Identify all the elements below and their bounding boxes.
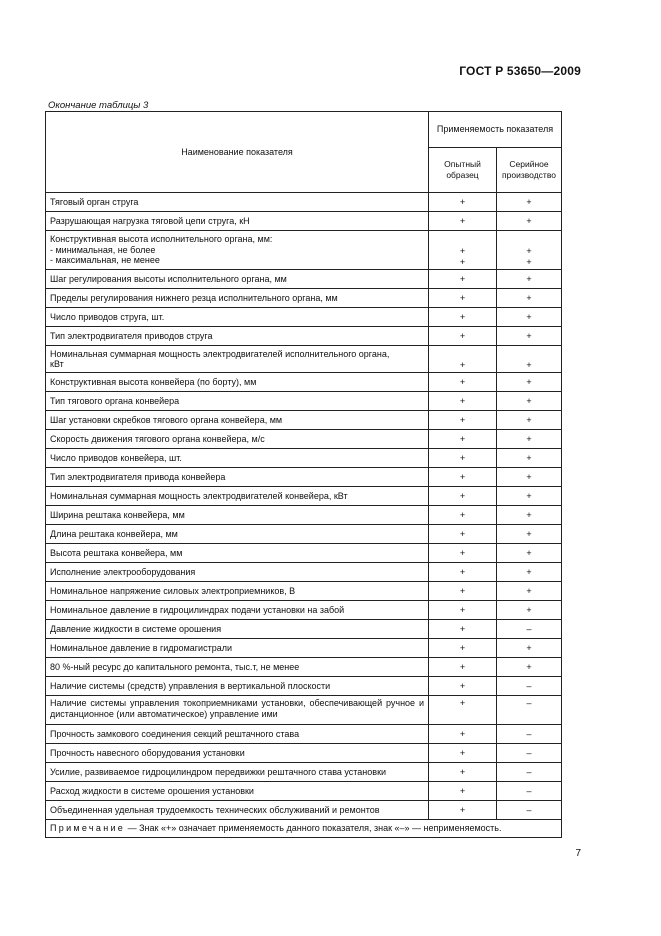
prototype-mark: + <box>429 639 497 658</box>
indicator-name-line: - максимальная, не менее <box>50 255 160 266</box>
table-row <box>46 270 562 289</box>
serial-mark: + <box>497 373 562 392</box>
table-row <box>46 544 562 563</box>
table-row <box>46 525 562 544</box>
table-row <box>46 411 562 430</box>
table-note <box>46 820 562 838</box>
prototype-mark: + <box>429 449 497 468</box>
table-row <box>46 327 562 346</box>
indicator-name: Число приводов струга, шт. <box>46 308 429 327</box>
table-row <box>46 801 562 820</box>
indicator-name <box>46 231 429 270</box>
column-header-serial <box>497 148 562 193</box>
table-row <box>46 308 562 327</box>
table-row <box>46 563 562 582</box>
indicator-name: Ширина рештака конвейера, мм <box>46 506 429 525</box>
indicator-name: Наличие системы управления токоприемниками установки, обеспечивающей ручное и дистанционное (или автоматическое) управление ими <box>46 696 429 725</box>
indicator-name: Номинальное напряжение силовых электроприемников, В <box>46 582 429 601</box>
column-header-prototype-line1: Опытный <box>444 159 481 169</box>
serial-mark: + <box>497 346 562 373</box>
indicator-name: Высота рештака конвейера, мм <box>46 544 429 563</box>
prototype-mark: + <box>429 270 497 289</box>
note-label: Примечание <box>50 823 126 834</box>
table-row <box>46 468 562 487</box>
serial-mark: + <box>497 544 562 563</box>
serial-mark: + <box>497 270 562 289</box>
serial-mark: + <box>497 658 562 677</box>
indicator-name: Конструктивная высота конвейера (по борту), мм <box>46 373 429 392</box>
serial-mark: – <box>497 744 562 763</box>
table-row <box>46 430 562 449</box>
serial-mark <box>497 231 562 270</box>
column-header-name: Наименование показателя <box>46 112 429 193</box>
table-row <box>46 639 562 658</box>
table-row <box>46 449 562 468</box>
serial-mark: + <box>497 468 562 487</box>
prototype-mark: + <box>429 373 497 392</box>
prototype-mark: + <box>429 696 497 725</box>
table-row <box>46 620 562 639</box>
column-header-prototype-line2: образец <box>446 170 479 180</box>
indicator-name: Расход жидкости в системе орошения установки <box>46 782 429 801</box>
serial-mark: – <box>497 782 562 801</box>
table-caption: Окончание таблицы 3 <box>48 100 149 111</box>
table-row <box>46 346 562 373</box>
indicator-name <box>46 346 429 373</box>
column-header-applicability: Применяемость показателя <box>429 112 562 148</box>
serial-mark: + <box>497 525 562 544</box>
indicator-table <box>45 111 562 838</box>
prototype-mark: + <box>429 308 497 327</box>
indicator-name-line: Конструктивная высота исполнительного органа, мм: <box>50 234 273 245</box>
serial-mark: – <box>497 725 562 744</box>
serial-mark: + <box>497 582 562 601</box>
table-row <box>46 677 562 696</box>
table-row <box>46 601 562 620</box>
serial-mark: + <box>497 563 562 582</box>
table-row <box>46 212 562 231</box>
serial-mark: – <box>497 801 562 820</box>
serial-mark: + <box>497 193 562 212</box>
prototype-mark: + <box>429 430 497 449</box>
indicator-name: Скорость движения тягового органа конвейера, м/с <box>46 430 429 449</box>
indicator-name: Длина рештака конвейера, мм <box>46 525 429 544</box>
table-row <box>46 782 562 801</box>
prototype-mark: + <box>429 506 497 525</box>
indicator-name: 80 %-ный ресурс до капитального ремонта, тыс.т, не менее <box>46 658 429 677</box>
indicator-name: Наличие системы (средств) управления в вертикальной плоскости <box>46 677 429 696</box>
table-header-row <box>46 112 562 148</box>
table-row <box>46 231 562 270</box>
indicator-name: Шаг установки скребков тягового органа конвейера, мм <box>46 411 429 430</box>
indicator-name-line: кВт <box>50 359 64 369</box>
indicator-name: Объединенная удельная трудоемкость технических обслуживаний и ремонтов <box>46 801 429 820</box>
prototype-mark: + <box>429 763 497 782</box>
indicator-name: Пределы регулирования нижнего резца исполнительного органа, мм <box>46 289 429 308</box>
serial-mark-max: + <box>526 256 532 267</box>
serial-mark: + <box>497 506 562 525</box>
serial-mark: + <box>497 449 562 468</box>
prototype-mark: + <box>429 658 497 677</box>
table-row <box>46 658 562 677</box>
prototype-mark: + <box>429 392 497 411</box>
prototype-mark: + <box>429 563 497 582</box>
serial-mark: + <box>497 639 562 658</box>
prototype-mark: + <box>429 289 497 308</box>
table-row <box>46 506 562 525</box>
indicator-name-line: Номинальная суммарная мощность электродвигателей исполнительного органа, <box>50 348 390 359</box>
prototype-mark-min: + <box>459 246 466 256</box>
indicator-name: Давление жидкости в системе орошения <box>46 620 429 639</box>
column-header-serial-line1: Серийное <box>509 159 549 169</box>
prototype-mark: + <box>429 782 497 801</box>
serial-mark: – <box>497 763 562 782</box>
prototype-mark: + <box>429 411 497 430</box>
prototype-mark: + <box>429 544 497 563</box>
table-row <box>46 582 562 601</box>
serial-mark: + <box>497 411 562 430</box>
prototype-mark: + <box>429 193 497 212</box>
column-header-serial-line2: производство <box>502 170 556 180</box>
prototype-mark: + <box>429 725 497 744</box>
table-row <box>46 744 562 763</box>
table-row <box>46 763 562 782</box>
indicator-name: Номинальное давление в гидромагистрали <box>46 639 429 658</box>
indicator-name-line: - минимальная, не более <box>50 244 156 255</box>
serial-mark: + <box>497 289 562 308</box>
indicator-name: Прочность замкового соединения секций рештачного става <box>46 725 429 744</box>
table-row <box>46 487 562 506</box>
prototype-mark: + <box>429 582 497 601</box>
document-code: ГОСТ Р 53650—2009 <box>459 64 581 78</box>
table-row <box>46 696 562 725</box>
prototype-mark: + <box>429 525 497 544</box>
indicator-name: Тяговый орган струга <box>46 193 429 212</box>
indicator-name: Номинальная суммарная мощность электродвигателей конвейера, кВт <box>46 487 429 506</box>
note-text: — Знак «+» означает применяемость данного показателя, знак «–» — неприменяемость. <box>125 823 502 834</box>
serial-mark: + <box>497 392 562 411</box>
serial-mark: – <box>497 677 562 696</box>
serial-mark: – <box>497 620 562 639</box>
prototype-mark: + <box>429 346 497 373</box>
serial-mark: – <box>497 696 562 725</box>
prototype-mark: + <box>429 620 497 639</box>
indicator-name: Шаг регулирования высоты исполнительного органа, мм <box>46 270 429 289</box>
table-row <box>46 289 562 308</box>
serial-mark: + <box>497 430 562 449</box>
prototype-mark <box>429 231 497 270</box>
indicator-name: Тип электродвигателя привода конвейера <box>46 468 429 487</box>
indicator-name: Число приводов конвейера, шт. <box>46 449 429 468</box>
prototype-mark: + <box>429 327 497 346</box>
table-row <box>46 373 562 392</box>
indicator-name: Разрушающая нагрузка тяговой цепи струга, кН <box>46 212 429 231</box>
serial-mark: + <box>497 212 562 231</box>
prototype-mark-max: + <box>459 256 466 267</box>
table-row <box>46 725 562 744</box>
serial-mark: + <box>497 308 562 327</box>
serial-mark-min: + <box>526 246 532 256</box>
prototype-mark: + <box>429 601 497 620</box>
indicator-name: Тип тягового органа конвейера <box>46 392 429 411</box>
prototype-mark: + <box>429 744 497 763</box>
serial-mark: + <box>497 601 562 620</box>
prototype-mark: + <box>429 487 497 506</box>
prototype-mark: + <box>429 468 497 487</box>
prototype-mark: + <box>429 677 497 696</box>
table-note-row <box>46 820 562 838</box>
serial-mark: + <box>497 327 562 346</box>
column-header-prototype <box>429 148 497 193</box>
page-number: 7 <box>575 848 581 859</box>
prototype-mark: + <box>429 212 497 231</box>
serial-mark: + <box>497 487 562 506</box>
indicator-name: Прочность навесного оборудования установки <box>46 744 429 763</box>
indicator-name: Тип электродвигателя приводов струга <box>46 327 429 346</box>
table-row <box>46 193 562 212</box>
prototype-mark: + <box>429 801 497 820</box>
table-row <box>46 392 562 411</box>
indicator-name: Исполнение электрооборудования <box>46 563 429 582</box>
indicator-name: Усилие, развиваемое гидроцилиндром передвижки рештачного става установки <box>46 763 429 782</box>
indicator-name: Номинальное давление в гидроцилиндрах подачи установки на забой <box>46 601 429 620</box>
